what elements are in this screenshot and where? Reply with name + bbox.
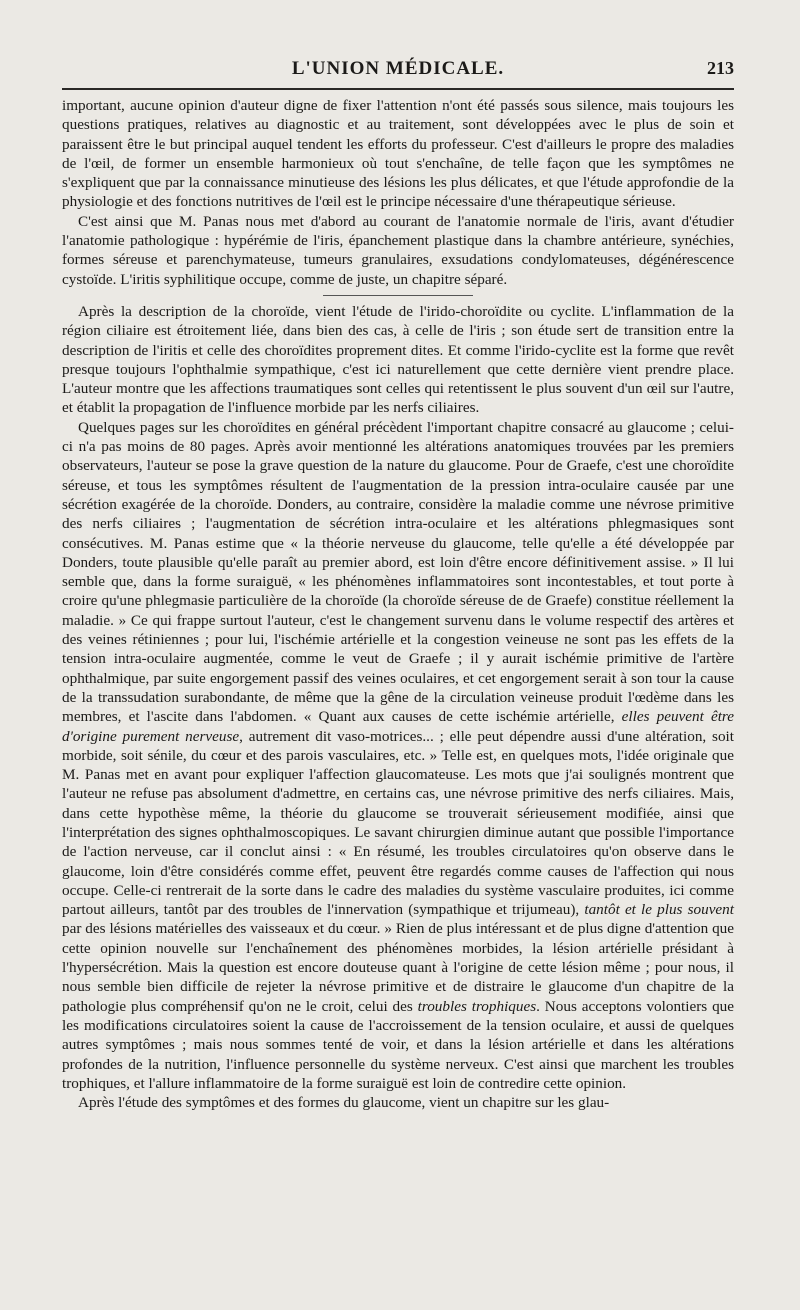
paragraph-text: , autrement dit vaso-motrices... ; elle peut dépendre aussi d'une altération, soit morbide, soit sénile, du cœur et des parois vasculaires, etc. » Telle est, en quelques mots, l'idée originale que M. Panas met en avant pour expliquer l'affection glaucomateuse. Les mots que j'ai soulignés montrent que l'auteur ne refuse pas absolument d'admettre, en certains cas, une névrose primitive des nerfs ciliaires. Mais, dans cette hypothèse même, la théorie du glaucome se trouverait sérieusement modifiée, ainsi que l'interprétation des signes ophthalmoscopiques. Le savant chirurgien diminue autant que possible l'importance de l'action nerveuse, car il conclut ainsi : « En résumé, les troubles circulatoires qu'on observe dans le glaucome, loin d'être considérés comme effet, peuvent être regardés comme causes de l'affection qui nous occupe. Celle-ci rentrerait de la sorte dans le cadre des maladies du système vasculaire produites, ici comme partout ailleurs, tantôt par des troubles de l'innervation (sympathique et trijumeau), (62, 727, 734, 919)
italic-text: elles peuvent être d'origine purement nerveuse (62, 708, 734, 745)
paragraph-text: C'est ainsi que M. Panas nous met d'abord au courant de l'anatomie normale de l'iris, avant d'étudier l'anatomie pathologique : hypérémie de l'iris, épanchement plastique dans la chambre antérieure, synéchies, formes séreuse et parenchymateuse, tumeurs granulaires, exsudations condylomateuses, dégénérescence cystoïde. L'iritis syphilitique occupe, comme de juste, un chapitre séparé. (62, 212, 734, 288)
paragraph-text: par des lésions matérielles des vaisseaux et du cœur. » Rien de plus intéressant et de plus digne d'attention que cette opinion nouvelle sur l'enchaînement des phénomènes morbides, la lésion artérielle présidant à l'hypersécrétion. Mais la question est encore douteuse quant à l'origine de cette lésion même ; pour nous, il nous semble bien difficile de rejeter la névrose primitive et de distraire le glaucome d'un chapitre de la pathologie plus compréhensif qu'on ne le croit, celui des (62, 920, 734, 1015)
paragraph (62, 302, 734, 418)
italic-text: troubles trophiques (417, 997, 537, 1015)
paragraph (62, 418, 734, 1093)
paragraph-text: Après l'étude des symptômes et des formes du glaucome, vient un chapitre sur les glau- (78, 1094, 610, 1112)
paragraph-text: . Nous acceptons volontiers que les modifications circulatoires soient la cause de l'accroissement de la tension oculaire, et aussi de quelques autres symptômes ; mais nous sommes tenté de voir, et dans la lésion artérielle et dans les altérations profondes de la nutrition, l'influence personnelle du système nerveux. C'est ainsi que marchent les troubles trophiques, et l'allure inflammatoire de la forme suraiguë est loin de contredire cette opinion. (62, 997, 734, 1092)
paragraph-text: Après la description de la choroïde, vient l'étude de l'irido-choroïdite ou cyclite. L'inflammation de la région ciliaire est étroitement liée, dans bien des cas, à celle de l'iris ; son étude sert de transition entre la description de l'iritis et celle des choroïdites proprement dites. Et comme l'irido-cyclite est la forme que revêt presque toujours l'ophthalmie sympathique, c'est ici naturellement que cette dernière vient prendre place. L'auteur montre que les affections traumatiques sont celles qui retentissent le plus souvent d'un œil sur l'autre, et établit la propagation de l'influence morbide par les nerfs ciliaires. (62, 302, 734, 417)
article-body (62, 96, 734, 1112)
page-header (62, 52, 734, 82)
italic-text: tantôt et le plus souvent (584, 901, 734, 919)
paragraph (62, 212, 734, 289)
paragraph-text: Quelques pages sur les choroïdites en général précèdent l'important chapitre consacré au glaucome ; celui-ci n'a pas moins de 80 pages. Après avoir mentionné les altérations anatomiques trouvées par les premiers observateurs, l'auteur se pose la grave question de la nature du glaucome. Pour de Graefe, c'est une choroïdite séreuse, et tous les symptômes résultent de l'augmentation de la pression intra-oculaire causée par une sécrétion exagérée de la choroïde. Donders, au contraire, considère la maladie comme une névrose primitive des nerfs ciliaires ; l'augmentation de sécrétion intra-oculaire et les altérations phlegmasiques sont consécutives. M. Panas estime que « la théorie nerveuse du glaucome, telle qu'elle a été développée par Donders, toute plausible qu'elle paraît au premier abord, est loin d'être encore définitivement assise. » Il lui semble que, dans la forme suraiguë, « les phénomènes inflammatoires sont incontestables, et tout porte à croire qu'une phlegmasie particulière de la choroïde (la choroïde séreuse de de Graefe) constitue réellement la maladie. » Ce qui frappe surtout l'auteur, c'est le changement survenu dans le volume respectif des artères et des veines rétiniennes ; pour lui, l'ischémie artérielle et la congestion veineuse ne sont pas les effets de la tension intra-oculaire augmentée, comme le veut de Graefe ; il y aurait ischémie primitive de l'artère ophthalmique, par suite engorgement passif des veines oculaires, et cet engorgement serait à son tour la cause de la transsudation surabondante, de même que la gêne de la circulation veineuse produit l'œdème dans les membres, et l'ascite dans l'abdomen. « Quant aux causes de cette ischémie artérielle, (62, 418, 734, 726)
header-rule (62, 88, 734, 90)
paragraph (62, 96, 734, 212)
section-divider (323, 295, 473, 296)
running-title: L'UNION MÉDICALE. (291, 58, 505, 79)
paragraph (62, 1093, 734, 1112)
page-number: 213 (707, 58, 734, 78)
paragraph-text: important, aucune opinion d'auteur digne de fixer l'attention n'ont été passés sous silence, mais toujours les questions pratiques, relatives au diagnostic et au traitement, sont développées avec le plus de soin et paraissent être le but principal auquel tendent les efforts du professeur. C'est d'ailleurs le propre des maladies de l'œil, de former un ensemble harmonieux où tout s'enchaîne, de telle façon que les symptômes ne s'expliquent que par la connaissance minutieuse des lésions les plus délicates, et que l'étude approfondie de la physiologie et des fonctions nutritives de l'œil est le principe nécessaire d'une thérapeutique sérieuse. (62, 97, 734, 211)
